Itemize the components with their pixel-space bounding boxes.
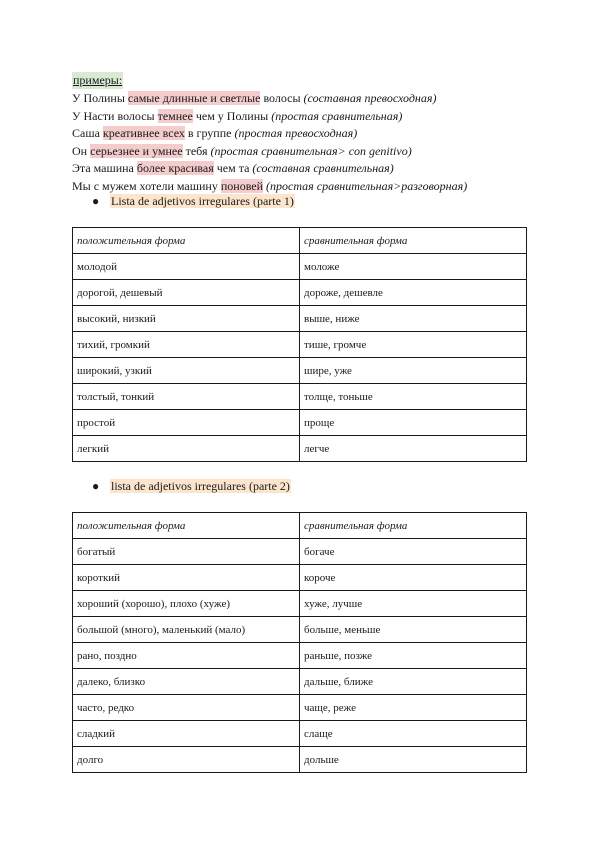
table-row (73, 669, 527, 695)
comparative-form-cell: хуже, лучше (300, 591, 527, 617)
example-text: Эта машина (72, 161, 137, 176)
example-text: чем та (213, 161, 253, 176)
comparative-form-cell: выше, ниже (300, 306, 527, 332)
table-row (73, 747, 527, 773)
comparative-form-cell: богаче (300, 539, 527, 565)
positive-form-cell: далеко, близко (73, 669, 300, 695)
column-header: сравнительная форма (300, 228, 527, 254)
example-text: волосы (260, 91, 304, 105)
table-row (73, 591, 527, 617)
grammar-note: (составная превосходная) (303, 91, 437, 105)
table-row (73, 332, 527, 358)
positive-form-cell: сладкий (73, 721, 300, 747)
positive-form-cell: хороший (хорошо), плохо (хуже) (73, 591, 300, 617)
table-row (73, 384, 527, 410)
example-text: в группе (184, 126, 235, 141)
table-row (73, 617, 527, 643)
comparative-form-cell: дальше, ближе (300, 669, 527, 695)
highlighted-phrase: серьезнее и умнее (90, 143, 183, 158)
list2-title: lista de adjetivos irregulares (parte 2) (111, 479, 290, 493)
column-header: положительная форма (73, 228, 300, 254)
positive-form-cell: тихий, громкий (73, 332, 300, 358)
grammar-note: (простая сравнительная) (271, 108, 403, 123)
list2-bullet (92, 478, 291, 495)
positive-form-cell: рано, поздно (73, 643, 300, 669)
bullet-dot-icon: ● (92, 479, 100, 493)
example-text: Он (72, 143, 91, 158)
example-line (72, 143, 542, 161)
grammar-note: (составная сравнительная) (252, 161, 394, 176)
positive-form-cell: долго (73, 747, 300, 773)
examples-block (72, 90, 542, 196)
example-text: чем у Полины (192, 108, 272, 123)
comparative-form-cell: слаще (300, 721, 527, 747)
example-text: Мы с мужем хотели машину (72, 178, 221, 193)
table-row (73, 358, 527, 384)
example-line (72, 90, 542, 108)
comparative-form-cell: проще (300, 410, 527, 436)
example-text: Саша (72, 126, 103, 141)
list1-title: Lista de adjetivos irregulares (parte 1) (111, 194, 294, 208)
positive-form-cell: большой (много), маленький (мало) (73, 617, 300, 643)
comparative-form-cell: дороже, дешевле (300, 280, 527, 306)
table-row (73, 306, 527, 332)
highlighted-phrase: креативнее всех (102, 126, 185, 141)
highlighted-phrase: самые длинные и светлые (127, 91, 261, 105)
positive-form-cell: толстый, тонкий (73, 384, 300, 410)
table-row (73, 436, 527, 462)
table-row (73, 721, 527, 747)
table-row (73, 695, 527, 721)
positive-form-cell: дорогой, дешевый (73, 280, 300, 306)
comparative-form-cell: легче (300, 436, 527, 462)
example-line (72, 108, 542, 126)
comparative-form-cell: тише, громче (300, 332, 527, 358)
comparative-form-cell: раньше, позже (300, 643, 527, 669)
example-line (72, 160, 542, 178)
positive-form-cell: простой (73, 410, 300, 436)
grammar-note: (простая превосходная) (234, 126, 358, 141)
positive-form-cell: широкий, узкий (73, 358, 300, 384)
example-text: У Полины (72, 91, 128, 105)
example-text: У Насти волосы (72, 108, 158, 123)
positive-form-cell: короткий (73, 565, 300, 591)
comparative-form-cell: шире, уже (300, 358, 527, 384)
table-row (73, 254, 527, 280)
table-row (73, 410, 527, 436)
positive-form-cell: высокий, низкий (73, 306, 300, 332)
table-header-row (73, 513, 527, 539)
example-text: тебя (182, 143, 211, 158)
list2-table (72, 512, 527, 773)
table-row (73, 643, 527, 669)
positive-form-cell: легкий (73, 436, 300, 462)
list1-bullet (92, 193, 295, 210)
comparative-form-cell: моложе (300, 254, 527, 280)
column-header: сравнительная форма (300, 513, 527, 539)
list1-table (72, 227, 527, 462)
table-row (73, 280, 527, 306)
table-row (73, 539, 527, 565)
grammar-note: (простая сравнительная>разговорная) (266, 178, 468, 193)
comparative-form-cell: дольше (300, 747, 527, 773)
example-line (72, 125, 542, 143)
positive-form-cell: молодой (73, 254, 300, 280)
highlighted-phrase: темнее (157, 108, 193, 123)
examples-heading: примеры: (73, 73, 123, 87)
comparative-form-cell: короче (300, 565, 527, 591)
highlighted-phrase: поновей (220, 178, 264, 193)
grammar-note: (простая сравнительная> con genitivo) (210, 143, 412, 158)
comparative-form-cell: толще, тоньше (300, 384, 527, 410)
bullet-dot-icon: ● (92, 194, 100, 208)
table-row (73, 565, 527, 591)
column-header: положительная форма (73, 513, 300, 539)
positive-form-cell: богатый (73, 539, 300, 565)
comparative-form-cell: чаще, реже (300, 695, 527, 721)
table-header-row (73, 228, 527, 254)
comparative-form-cell: больше, меньше (300, 617, 527, 643)
positive-form-cell: часто, редко (73, 695, 300, 721)
highlighted-phrase: более красивая (136, 161, 214, 176)
